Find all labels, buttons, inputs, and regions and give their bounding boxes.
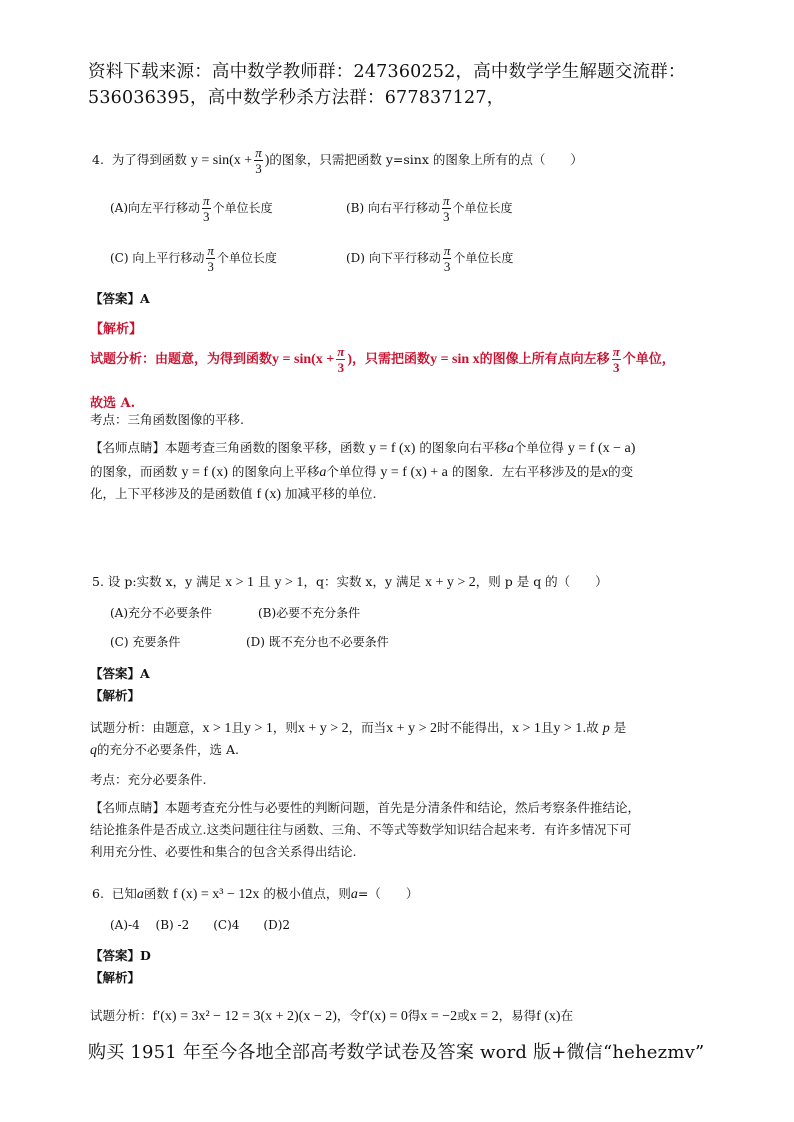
header-line-2: 536036395，高中数学秒杀方法群：677837127， [88,88,505,108]
analysis-label-5: 【解析】 [90,688,141,703]
tip-5-line-3: 利用充分性、必要性和集合的包含关系得出结论. [90,844,357,859]
option-d: (D) 既不充分也不必要条件 [246,635,389,649]
tip-4-line-3: 化，上下平移涉及的是函数值 f (x) 加减平移的单位. [90,486,377,502]
question-5-stem: 5. 设 p:实数 x，y 满足 x > 1 且 y > 1，q：实数 x，y 满足 x + y > 2，则 p 是 q 的（ ） [92,574,608,590]
tip-5-line-2: 结论推条件是否成立.这类问题往往与函数、三角、不等式等数学知识结合起来考．有许多情况下可 [90,822,632,837]
analysis-label-4: 【解析】 [90,322,143,337]
kaodian-5: 考点：充分必要条件. [90,772,207,787]
option-c: (C) 充要条件 [110,635,181,649]
stem-text: 的图象，只需把函数 y=sinx 的图象上所有的点（ ） [269,152,583,167]
fraction: $\frac{\pi}{3}$ [255,145,262,176]
option-a: (A)向左平行移动 $\frac{\pi}{3}$ 个单位长度 [110,193,273,224]
analysis-4-line-2: 故选 A. [90,396,136,411]
option-b: (B)必要不充分条件 [258,606,361,620]
formula: y = sin(x + [190,153,253,168]
option-d: (D) 向下平行移动 $\frac{\pi}{3}$ 个单位长度 [346,243,514,274]
analysis-5-line-1: 试题分析：由题意，x > 1且y > 1，则x + y > 2，而当x + y > 2时不能得出，x > 1且y > 1.故 p 是 [90,720,627,736]
analysis-5-line-2: q的充分不必要条件，选 A. [90,742,239,758]
analysis-4-line-1: 试题分析：由题意，为得到函数y = sin(x + $\frac{\pi}{3}$ )，只需把函数y = sin x的图像上所有点向左移 $\frac{\pi}{3}$ 个单位， [90,344,675,375]
question-6-stem: 6. 已知a函数 f (x) = x³ − 12x 的极小值点，则a=（ ） [92,886,419,902]
option-c: (C) 向上平行移动 $\frac{\pi}{3}$ 个单位长度 [110,243,277,274]
answer-6: 【答案】D [90,948,151,963]
option-a: (A)充分不必要条件 [110,606,213,620]
footer-text: 购买 1951 年至今各地全部高考数学试卷及答案 word 版+微信“hehezmv” [88,1042,705,1063]
question-number: 4. [92,152,104,167]
tip-5-line-1: 【名师点睛】本题考查充分性与必要性的判断问题，首先是分清条件和结论，然后考察条件推结论， [90,800,641,815]
tip-4-line-2: 的图象，而函数 y = f (x) 的图象向上平移a个单位得 y = f (x) + a 的图象．左右平移涉及的是x的变 [90,464,634,480]
analysis-6-line-1: 试题分析：f′(x) = 3x² − 12 = 3(x + 2)(x − 2)，令f′(x) = 0得x = −2或x = 2，易得f (x)在 [90,1008,574,1024]
header-line-1: 资料下载来源：高中数学教师群：247360252，高中数学学生解题交流群： [88,62,686,82]
option-b: (B) 向右平行移动 $\frac{\pi}{3}$ 个单位长度 [346,193,513,224]
tip-4-line-1: 【名师点睛】本题考查三角函数的图象平移，函数 y = f (x) 的图象向右平移a个单位得 y = f (x − a) [90,440,636,456]
kaodian-4: 考点：三角函数图像的平移. [90,412,244,427]
stem-text: 为了得到函数 [111,152,187,167]
answer-4: 【答案】A [90,291,150,306]
answer-5: 【答案】A [90,666,150,681]
question-4-stem: 4. 为了得到函数 y = sin(x + $\frac{\pi}{3}$ )的图象，只需把函数 y=sinx 的图象上所有的点（ ） [92,145,583,176]
analysis-label-6: 【解析】 [90,970,141,985]
question-6-options: (A)-4 (B) -2 (C)4 (D)2 [110,918,291,932]
